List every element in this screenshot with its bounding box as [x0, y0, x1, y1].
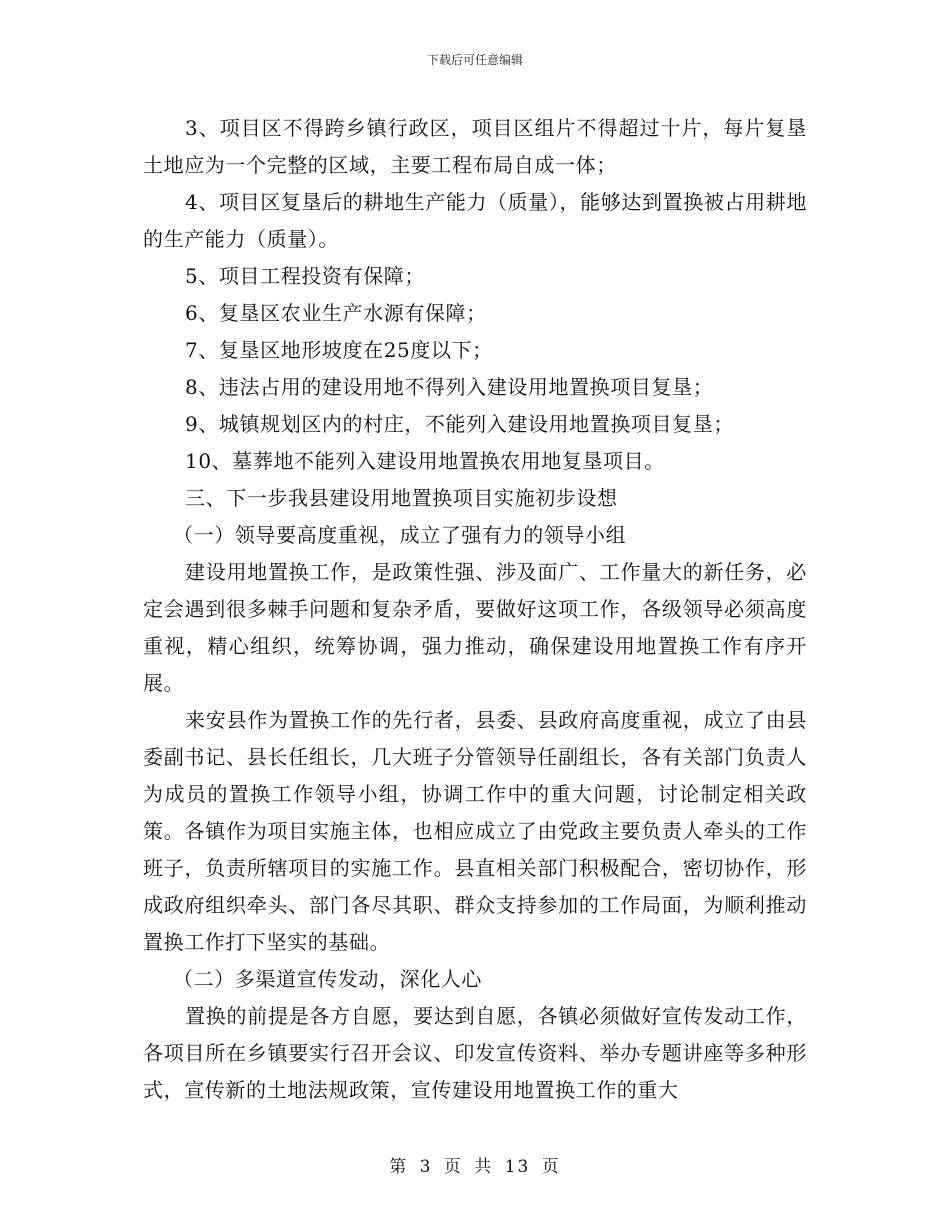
page-header: 下载后可任意编辑 — [426, 53, 523, 67]
list-item-8: 8、违法占用的建设用地不得列入建设用地置换项目复垦； — [185, 375, 714, 399]
list-item-10: 10、墓葬地不能列入建设用地置换农用地复垦项目。 — [185, 449, 665, 473]
body-paragraph: 置换的前提是各方自愿，要达到自愿，各镇必须做好宣传发动工作，各项目所在乡镇要实行召开会议、印发宣传资料、举办专题讲座等多种形式，宣传新的土地法规政策，宣传建设用地置换工作的重大 — [143, 1004, 807, 1102]
list-item-9: 9、城镇规划区内的村庄，不能列入建设用地置换项目复垦； — [185, 412, 734, 436]
document-body — [143, 110, 807, 1109]
body-paragraph: 建设用地置换工作，是政策性强、涉及面广、工作量大的新任务，必定会遇到很多棘手问题和复杂矛盾，要做好这项工作，各级领导必须高度重视，精心组织，统筹协调，强力推动，确保建设用地置换工作有序开展。 — [143, 560, 807, 695]
subsection-heading-2: （二）多渠道宣传发动，深化人心 — [173, 967, 482, 991]
list-item-6: 6、复垦区农业生产水源有保障； — [185, 301, 487, 325]
list-item-4: 4、项目区复垦后的耕地生产能力（质量），能够达到置换被占用耕地的生产能力（质量）。 — [143, 190, 807, 251]
page-number-footer: 第 3 页 共 13 页 — [389, 1157, 561, 1177]
subsection-heading-1: （一）领导要高度重视，成立了强有力的领导小组 — [173, 523, 627, 547]
section-heading-3: 三、下一步我县建设用地置换项目实施初步设想 — [185, 486, 618, 510]
body-paragraph: 来安县作为置换工作的先行者，县委、县政府高度重视，成立了由县委副书记、县长任组长，几大班子分管领导任副组长，各有关部门负责人为成员的置换工作领导小组，协调工作中的重大问题，讨论制定相关政策。各镇作为项目实施主体，也相应成立了由党政主要负责人牵头的工作班子，负责所辖项目的实施工作。县直相关部门积极配合，密切协作，形成政府组织牵头、部门各尽其职、群众支持参加的工作局面，为顺利推动置换工作打下坚实的基础。 — [143, 708, 807, 954]
list-item-5: 5、项目工程投资有保障； — [185, 264, 425, 288]
list-item-7: 7、复垦区地形坡度在25度以下； — [185, 338, 493, 362]
list-item-3: 3、项目区不得跨乡镇行政区，项目区组片不得超过十片，每片复垦土地应为一个完整的区域，主要工程布局自成一体； — [143, 116, 807, 177]
